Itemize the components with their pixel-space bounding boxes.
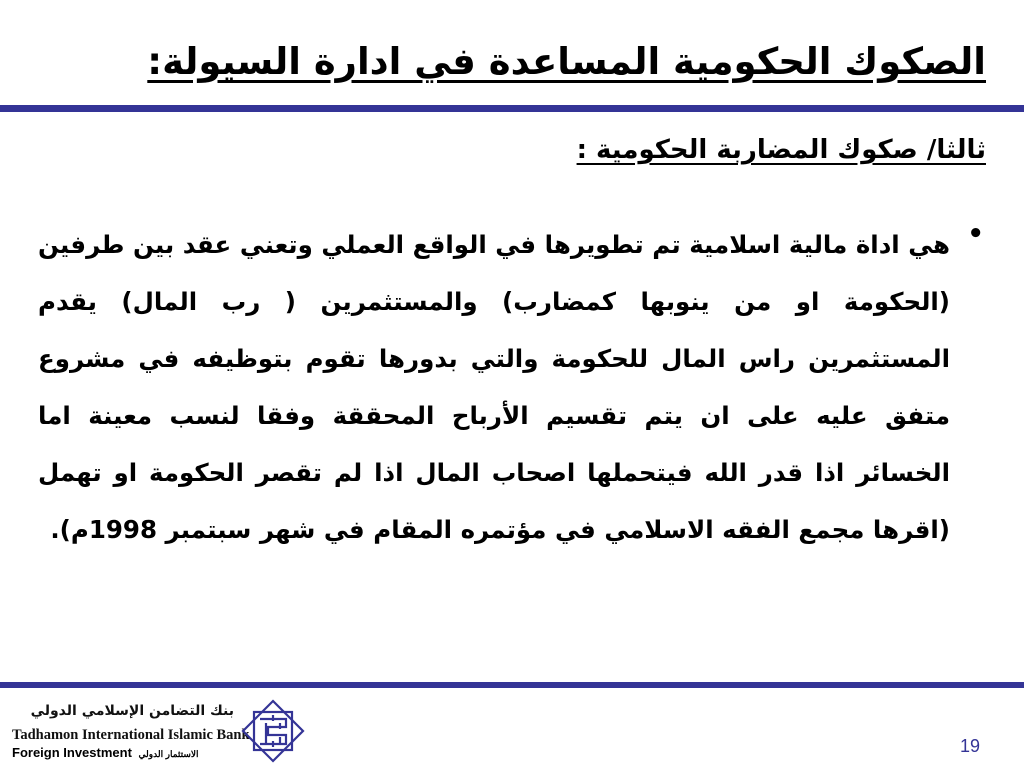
body-paragraph: هي اداة مالية اسلامية تم تطويرها في الواقع العملي وتعني عقد بين طرفين (الحكومة او من ينوبها كمضارب) والمستثمرين ( رب المال) يقدم المستثمرين راس المال للحكومة والتي بدورها تقوم بتوظيفه في مشروع متفق عليه على ان يتم تقسيم الأرباح المحققة وفقا لنسب معينة اما الخسائر اذا قدر الله فيتحملها اصحاب المال اذا لم تقصر الحكومة او تهمل (اقرها مجمع الفقه الاسلامي في مؤتمره المقام في شهر سبتمبر 1998م). [38,230,950,544]
tagline-english: Foreign Investment [12,745,132,760]
logo-tagline [12,745,199,760]
tadhamon-bank-emblem-icon [240,699,306,763]
bank-logo [8,697,318,765]
bullet-icon: • [967,219,984,249]
slide-title: الصكوك الحكومية المساعدة في ادارة السيولة: [147,40,986,83]
body-content [38,216,984,558]
bank-name-arabic: بنك التضامن الإسلامي الدولي [30,703,234,719]
title-divider [0,105,1024,112]
slide-subtitle: ثالثا/ صكوك المضاربة الحكومية : [576,135,986,165]
footer-divider [0,682,1024,688]
page-number: 19 [959,736,980,756]
tagline-arabic: الاستثمار الدولي [138,749,199,759]
bank-name-english: Tadhamon International Islamic Bank [12,727,250,743]
